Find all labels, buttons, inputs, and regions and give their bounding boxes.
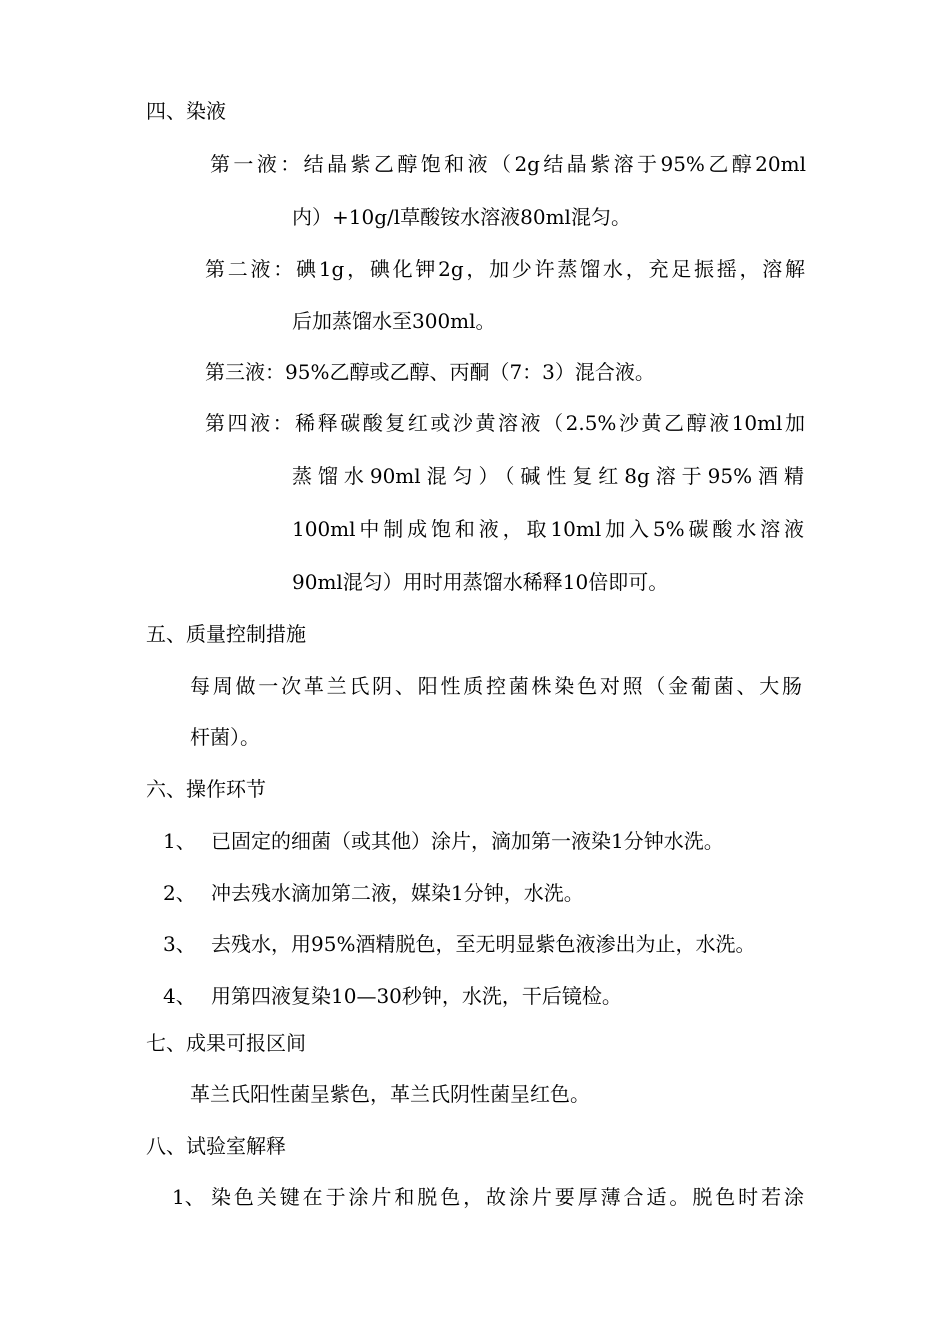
- section-seven-heading: 七、成果可报区间: [146, 1031, 306, 1055]
- solution1-line1: 第一液：结晶紫乙醇饱和液（2g结晶紫溶于95%乙醇20ml: [210, 152, 806, 176]
- step-1-text: 已固定的细菌（或其他）涂片，滴加第一液染1分钟水洗。: [211, 829, 724, 853]
- step-2-text: 冲去残水滴加第二液，媒染1分钟，水洗。: [211, 881, 584, 905]
- step-4-text: 用第四液复染10—30秒钟，水洗，干后镜检。: [211, 984, 622, 1008]
- section-five-line1: 每周做一次革兰氏阴、阳性质控菌株染色对照（金葡菌、大肠: [190, 674, 802, 698]
- solution4-line4: 90ml混匀）用时用蒸馏水稀释10倍即可。: [292, 570, 669, 594]
- solution4-line1: 第四液：稀释碳酸复红或沙黄溶液（2.5%沙黄乙醇液10ml加: [205, 411, 805, 435]
- step-3-text: 去残水，用95%酒精脱色，至无明显紫色液渗出为止，水洗。: [211, 932, 756, 956]
- solution2-line1: 第二液：碘1g，碘化钾2g，加少许蒸馏水，充足振摇，溶解: [205, 257, 805, 281]
- step-4-number: 4、: [163, 984, 196, 1008]
- solution1-line2: 内）+10g/l草酸铵水溶液80ml混匀。: [292, 205, 631, 229]
- solution4-line2: 蒸馏水90ml混匀）（碱性复红8g溶于95%酒精: [292, 464, 804, 488]
- section-five-heading: 五、质量控制措施: [146, 622, 306, 646]
- solution3-line1: 第三液：95%乙醇或乙醇、丙酮（7：3）混合液。: [205, 360, 655, 384]
- step-1-number: 1、: [163, 829, 196, 853]
- explanation-1-text: 染色关键在于涂片和脱色，故涂片要厚薄合适。脱色时若涂: [211, 1185, 804, 1209]
- section-eight-heading: 八、试验室解释: [146, 1134, 286, 1158]
- solution4-line3: 100ml中制成饱和液，取10ml加入5%碳酸水溶液: [292, 517, 804, 541]
- section-five-line2: 杆菌）。: [190, 725, 260, 749]
- step-3-number: 3、: [163, 932, 196, 956]
- section-four-heading: 四、染液: [146, 99, 226, 123]
- explanation-1-number: 1、: [172, 1185, 205, 1209]
- solution2-line2: 后加蒸馏水至300ml。: [292, 309, 496, 333]
- step-2-number: 2、: [163, 881, 196, 905]
- section-seven-line1: 革兰氏阳性菌呈紫色，革兰氏阴性菌呈红色。: [190, 1082, 590, 1106]
- section-six-heading: 六、操作环节: [146, 777, 266, 801]
